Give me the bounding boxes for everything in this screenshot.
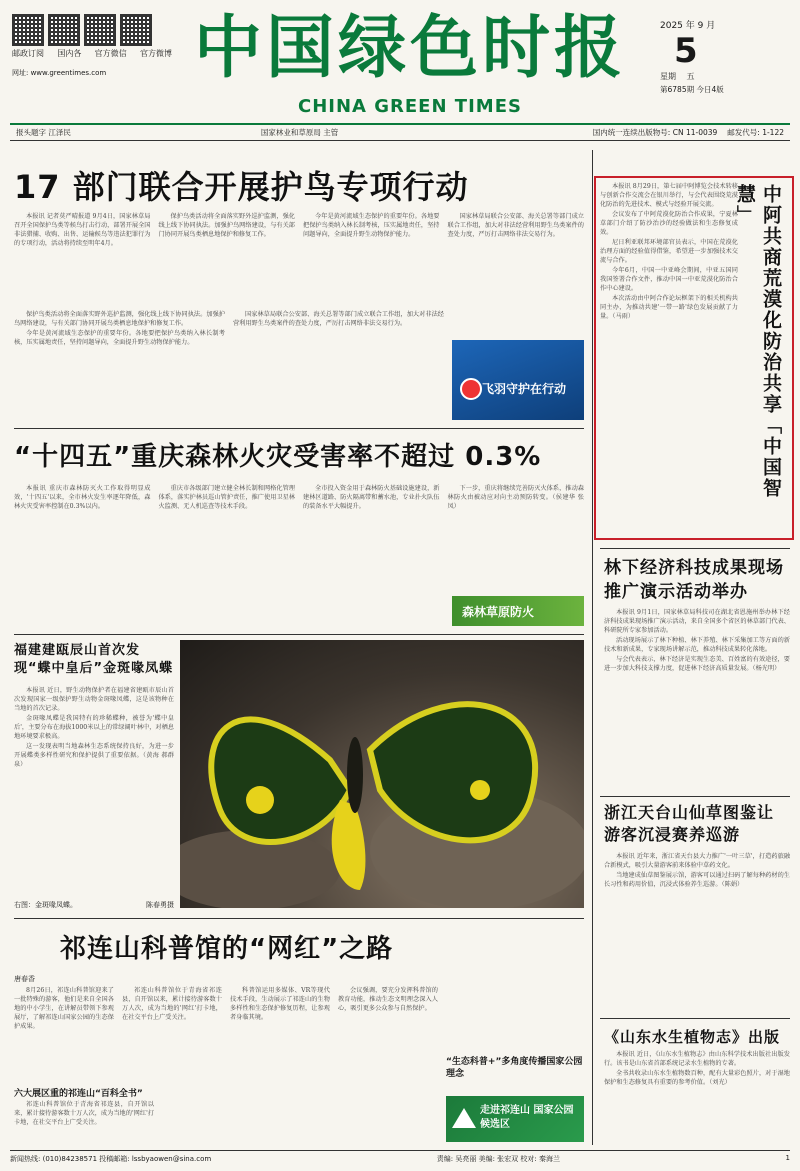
lead-paragraph: 保护鸟类活动将全面落实野外巡护监测，强化线上线下协同执法。加强护鸟网络建设，与有关部门协同开展鸟类栖息地保护和修复工作。: [14, 311, 225, 327]
body-shape: [347, 737, 363, 813]
bottom-paragraph: 8月26日，祁连山科普馆迎来了一批特殊的游客，他们是来自全国各地的中小学生，在讲解员带领下参观展厅，了解祁连山国家公园的生态保护成果。: [14, 987, 114, 1030]
qr-labels: [12, 48, 172, 59]
second-paragraph: 重庆市各级部门建立健全林长制和网格化管理体系，落实护林员巡山管护责任，推广使用卫星林火监测、无人机巡查等技术手段。: [158, 485, 295, 510]
second-paragraph: 全市投入资金用于森林防火基础设施建设，新建林区道路、防火隔离带和蓄水池，专业扑火队伍的装备水平大幅提升。: [303, 485, 440, 510]
butterfly-paragraph: 金斑喙凤蝶是我国特有的珍稀蝶种，被誉为'蝶中皇后'，主要分布在海拔1000米以上的常绿阔叶林中，对栖息地环境要求极高。: [14, 715, 174, 740]
date-block: [660, 18, 790, 95]
right-herb-paragraph: 当地建成仙草图鉴展示馆，游客可以通过扫码了解每种药材的生长习性和药用价值，沉浸式体验养生巡游。（陈娟）: [604, 872, 790, 888]
footer-page-number: 1: [785, 1154, 790, 1162]
bottom-byline: 唐春香: [14, 975, 35, 983]
cn-number: 国内统一连续出版物号: CN 11-0039: [592, 128, 718, 137]
butterfly-paragraph: 本报讯 近日，野生动物保护者在福建省建瓯市辰山首次发现国家一级保护野生动物金斑喙凤蝶，这是该物种在当地的首次记录。: [14, 687, 174, 712]
right-fair-headline: 林下经济科技成果现场推广演示活动举办: [604, 558, 784, 602]
tagline: 报头题字 江泽民: [16, 128, 71, 137]
bottom-paragraph: 会议强调，要充分发挥科普馆的教育功能，推动生态文明理念深入人心，吸引更多公众参与自然保护。: [338, 987, 438, 1012]
bottom-paragraph: 科普馆运用多媒体、VR等现代技术手段，生动展示了祁连山的生物多样性和生态保护修复历程，让参观者身临其境。: [230, 987, 330, 1021]
lead-body-continued: [14, 310, 444, 420]
right-herb-headline: 浙江天台山仙草图鉴让游客沉浸赛养巡游: [604, 803, 775, 844]
wing-spot-shape: [246, 786, 274, 814]
lead-body: [14, 212, 584, 306]
footer: [10, 1154, 790, 1164]
footer-editors: 责编: 吴亮丽 美编: 张宏双 校对: 秦海兰: [436, 1155, 560, 1163]
butterfly-body: [14, 686, 174, 896]
sponsor: 国家林业和草原局 主管: [260, 128, 339, 137]
lead-feature-title: 飞羽守护在行动: [482, 382, 567, 396]
side-column-headline: 中阿共商荒漠化防治共享「中国智慧」: [734, 184, 782, 499]
right-herb-body: [604, 852, 790, 1012]
book-paragraph: 全书共收录山东水生植物数百种，配有大量彩色照片，对于湿地保护和生态修复具有重要的参考价值。（刘光）: [604, 1070, 790, 1086]
bottom-subhead-1: 六大展区重的祁连山“百科全书”: [14, 1089, 143, 1099]
second-feature-title: 森林草原防火: [462, 605, 535, 619]
right-herb-paragraph: 本报讯 近年来，浙江省天台县大力推广'一叶三草'，打造药旅融合新模式，吸引大量游客前来体验中草药文化。: [604, 853, 790, 869]
bottom-paragraph: 祁连山科普馆位于青海省祁连县，自开馆以来，累计接待游客数十万人次，成为当地的'网红'打卡地，在社交平台上广受关注。: [14, 1101, 154, 1126]
side-paragraph: 本次活动由中阿合作论坛框架下的相关机构共同主办，为推动共建'一带一路'绿色发展贡献了力量。（马雨）: [600, 295, 738, 320]
side-paragraph: 会议发布了中阿荒漠化防治合作成果，宁夏林草部门介绍了防沙治沙的经验做法和生态修复成效。: [600, 211, 738, 236]
footer-contact: 新闻热线: (010)84238571 投稿邮箱: lssbyaowen@sina.com: [10, 1155, 212, 1163]
second-body: [14, 484, 584, 594]
qr-label: 邮政订阅: [12, 49, 44, 58]
weekday-value: 五: [686, 72, 695, 81]
side-column-body: [600, 182, 738, 532]
side-paragraph: 本报讯 8月29日，第七届中阿博览会技术转移与创新合作交流会在银川举行，与会代表围绕荒漠化防治的先进技术、模式与经验开展交流。: [600, 183, 738, 208]
bottom-body-tail: [14, 1100, 154, 1140]
butterfly-illustration: [180, 640, 584, 908]
butterfly-headline: 福建建瓯辰山首次发现“蝶中皇后”金斑喙凤蝶: [14, 643, 174, 676]
qr-label: 官方微信: [94, 49, 127, 58]
lead-paragraph: 国家林草局联合公安部、海关总署等部门成立联合工作组，加大对非法经营利用野生鸟类案件的查处力度，严厉打击网络非法交易行为。: [447, 213, 584, 238]
right-fair-paragraph: 与会代表表示，林下经济是实现生态美、百姓富的有效途径，要进一步加大科技支撑力度，促进林下经济高质量发展。（杨光明）: [604, 656, 790, 672]
butterfly-photo: [180, 640, 584, 908]
mountain-icon: [452, 1108, 476, 1128]
lead-paragraph: 国家林草局联合公安部、海关总署等部门成立联合工作组，加大对非法经营利用野生鸟类案件的查处力度，严厉打击网络非法交易行为。: [233, 311, 444, 327]
newspaper-english-title: CHINA GREEN TIMES: [298, 96, 522, 117]
bottom-feature-banner: [446, 1096, 584, 1142]
lead-headline: 17 部门联合开展护鸟专项行动: [14, 168, 469, 206]
bird-icon: [460, 378, 482, 400]
bottom-body: [14, 986, 438, 1082]
lead-paragraph: 本报讯 记者莫严晴报道 9月4日，国家林草局召开全国保护鸟类等候鸟打击行动，部署开展全国非法猎捕、收购、出售、运输候鸟等违法犯罪行为的专项行动，活动将持续至明年4月。: [14, 213, 151, 247]
right-fair-body: [604, 608, 790, 788]
postal-code: 邮发代号: 1-122: [727, 128, 784, 137]
lead-paragraph: 今年是黄河流域生态保护的重要年份。各地要把保护鸟类纳入林长制考核，压实属地责任，坚持问题导向，全面提升野生动物保护能力。: [303, 213, 440, 238]
website[interactable]: 网址: www.greentimes.com: [12, 69, 107, 77]
lead-paragraph: 今年是黄河流域生态保护的重要年份。各地要把保护鸟类纳入林长制考核，压实属地责任，坚持问题导向，全面提升野生动物保护能力。: [14, 330, 225, 346]
qr-code-app: [120, 14, 152, 46]
masthead: [0, 0, 800, 150]
qr-code-subscription: [12, 14, 44, 46]
side-paragraph: 今年6月，中国一中亚峰会期间，中亚五国同我国签署合作文件，推动中国一中亚荒漠化防治合作中心建设。: [600, 267, 738, 292]
weekday-label: 星期: [660, 72, 676, 81]
bottom-subhead-2: “生态科普+”多角度传播国家公园理念: [446, 1057, 583, 1079]
book-headline: 《山东水生植物志》出版: [604, 1028, 781, 1046]
butterfly-caption-row: [14, 900, 174, 910]
newspaper-title: 中国绿色时报: [193, 8, 626, 88]
date-year-month: 2025 年 9 月: [660, 21, 716, 31]
date-day: 5: [674, 31, 698, 71]
wing-spot-shape: [470, 780, 490, 800]
left-wing-shape: [211, 719, 350, 842]
bottom-feature-title: 走进祁连山 国家公园候选区: [480, 1105, 574, 1130]
info-bar: [10, 127, 790, 138]
butterfly-caption: 右图：金斑喙凤蝶。: [14, 901, 77, 909]
lead-feature-image: [452, 340, 584, 420]
second-headline: “十四五”重庆森林火灾受害率不超过 0.3%: [14, 442, 542, 472]
qr-label: 国内各: [57, 49, 82, 58]
right-fair-paragraph: 活动现场展示了林下种植、林下养殖、林下采集加工等方面的新技术和新成果，专家现场讲解示范，推动科技成果转化落地。: [604, 637, 790, 653]
qr-code-weibo: [84, 14, 116, 46]
issue-number: 第6785期 今日4版: [660, 85, 724, 94]
book-paragraph: 本报讯 近日，《山东水生植物志》由山东科学技术出版社出版发行。该书是山东省首部系统记录水生植物的专著。: [604, 1051, 790, 1067]
weekday-row: [660, 71, 790, 82]
bottom-paragraph: 祁连山科普馆位于青海省祁连县，自开馆以来，累计接待游客数十万人次，成为当地的'网红'打卡地，在社交平台上广受关注。: [122, 987, 222, 1021]
butterfly-paragraph: 这一发现表明当地森林生态系统保持良好，为进一步开展蝶类多样性研究和保护提供了重要依据。（黄海 郝群泉）: [14, 743, 174, 768]
second-paragraph: 本报讯 重庆市森林防灭火工作取得明显成效，'十四五'以来，全市林火发生率逐年降低，森林火灾受害率控制在0.3%以内。: [14, 485, 151, 510]
second-paragraph: 下一步，重庆将继续完善防灭火体系，推动森林防火由被动应对向主动预防转变。（侯建华 张凤）: [447, 485, 584, 510]
butterfly-credit: 陈春勇摄: [146, 901, 174, 909]
lead-paragraph: 保护鸟类活动将全面落实野外巡护监测，强化线上线下协同执法。加强护鸟网络建设，与有关部门协同开展鸟类栖息地保护和修复工作。: [158, 213, 295, 238]
book-body: [604, 1050, 790, 1142]
second-feature-banner: [452, 596, 584, 626]
right-fair-paragraph: 本报讯 9月1日，国家林草局科技司在湖北省恩施州举办林下经济科技成果现场推广演示活动，来自全国多个省区的林草部门代表、科研院所专家参加活动。: [604, 609, 790, 634]
side-paragraph: 尼日利亚联邦环境部官员表示，中国在荒漠化治理方面的经验值得借鉴，希望进一步加强技术交流与合作。: [600, 239, 738, 264]
qr-label: 官方微博: [139, 49, 172, 58]
bottom-headline: 祁连山科普馆的“网红”之路: [60, 934, 394, 964]
qr-code-wechat: [48, 14, 80, 46]
